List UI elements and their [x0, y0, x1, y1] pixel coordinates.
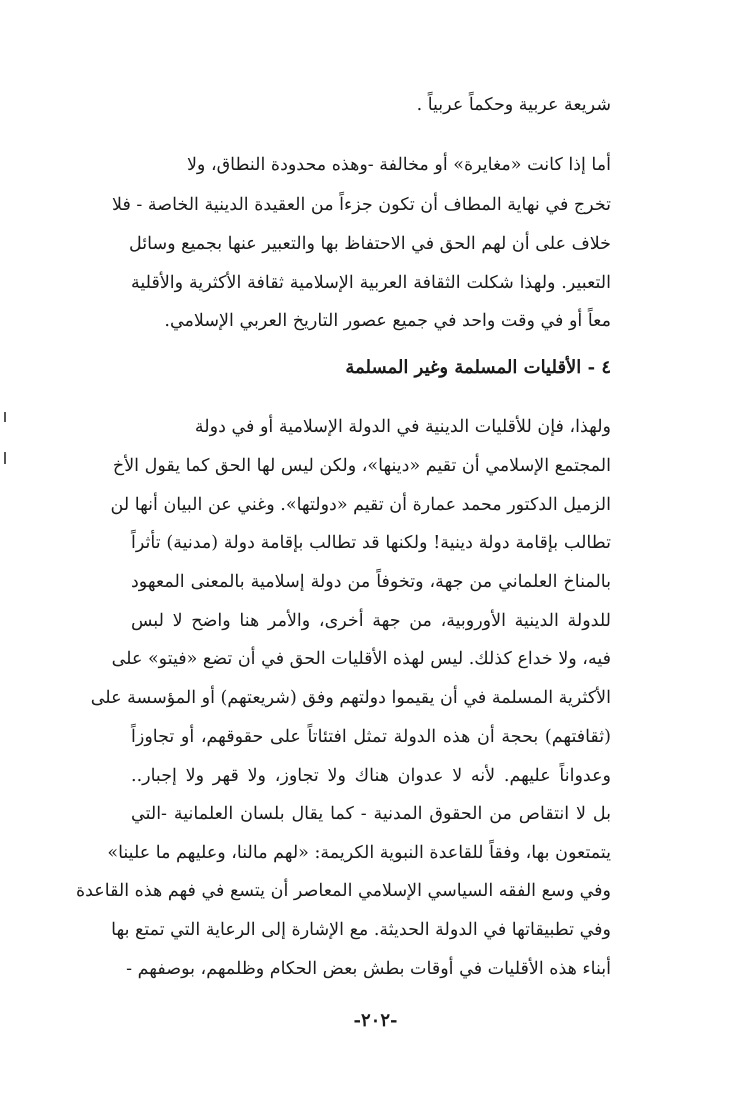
text-line: تطالب بإقامة دولة دينية! ولكنها قد تطالب بإقامة دولة (مدنية) تأثراً [131, 533, 611, 553]
text-line: ولهذا، فإن للأقليات الدينية في الدولة الإسلامية أو في دولة [194, 417, 611, 437]
text-line: يتمتعون بها، وفقاً للقاعدة النبوية الكريمة: «لهم مالنا، وعليهم ما علينا» [107, 843, 611, 863]
text-line: فيه، ولا خداع كذلك. ليس لهذه الأقليات الحق في أن تضع «فيتو» على [111, 649, 611, 669]
text-line: خلاف على أن لهم الحق في الاحتفاظ بها والتعبير عنها بجميع وسائل [129, 234, 611, 254]
text-line: بل لا انتقاص من الحقوق المدنية - كما يقال بلسان العلمانية -التي [131, 804, 611, 824]
text-line: وعدواناً عليهم. لأنه لا عدوان هناك ولا تجاوز، ولا قهر ولا إجبار.. [131, 766, 611, 786]
scan-mark [4, 412, 6, 422]
text-line: تخرج في نهاية المطاف أن تكون جزءاً من العقيدة الدينية الخاصة - فلا [112, 195, 611, 215]
text-line: للدولة الدينية الأوروبية، من جهة أخرى، والأمر هنا واضح لا لبس [131, 611, 611, 631]
text-line: الأكثرية المسلمة في أن يقيموا دولتهم وفق (شريعتهم) أو المؤسسة على [90, 688, 611, 708]
text-line: معاً أو في وقت واحد في جميع عصور التاريخ العربي الإسلامي. [164, 311, 611, 331]
text-line: وفي وسع الفقه السياسي الإسلامي المعاصر أن يتسع في فهم هذه القاعدة [75, 881, 611, 901]
text-line: بالمناخ العلماني من جهة، وتخوفاً من دولة إسلامية بالمعنى المعهود [131, 572, 611, 592]
text-line: أبناء هذه الأقليات في أوقات بطش بعض الحكام وظلمهم، بوصفهم - [126, 959, 611, 979]
section-heading: ٤ - الأقليات المسلمة وغير المسلمة [345, 357, 611, 378]
text-line: المجتمع الإسلامي أن تقيم «دينها»، ولكن ليس لها الحق كما يقول الأخ [112, 456, 611, 476]
text-line: التعبير. ولهذا شكلت الثقافة العربية الإسلامية ثقافة الأكثرية والأقلية [131, 273, 611, 293]
text-line: الزميل الدكتور محمد عمارة أن تقيم «دولتها». وغني عن البيان أنها لن [110, 495, 611, 515]
text-line: وفي تطبيقاتها في الدولة الحديثة. مع الإشارة إلى الرعاية التي تمتع بها [111, 920, 611, 940]
text-line: شريعة عربية وحكماً عربياً . [416, 95, 611, 115]
text-line: أما إذا كانت «مغايرة» أو مخالفة -وهذه محدودة النطاق، ولا [186, 155, 611, 175]
text-line: (ثقافتهم) بحجة أن هذه الدولة تمثل افتئاتاً على حقوقهم، أو تجاوزاً [131, 727, 611, 747]
scan-mark [4, 452, 6, 464]
page-number: -٢٠٢- [353, 1010, 398, 1031]
